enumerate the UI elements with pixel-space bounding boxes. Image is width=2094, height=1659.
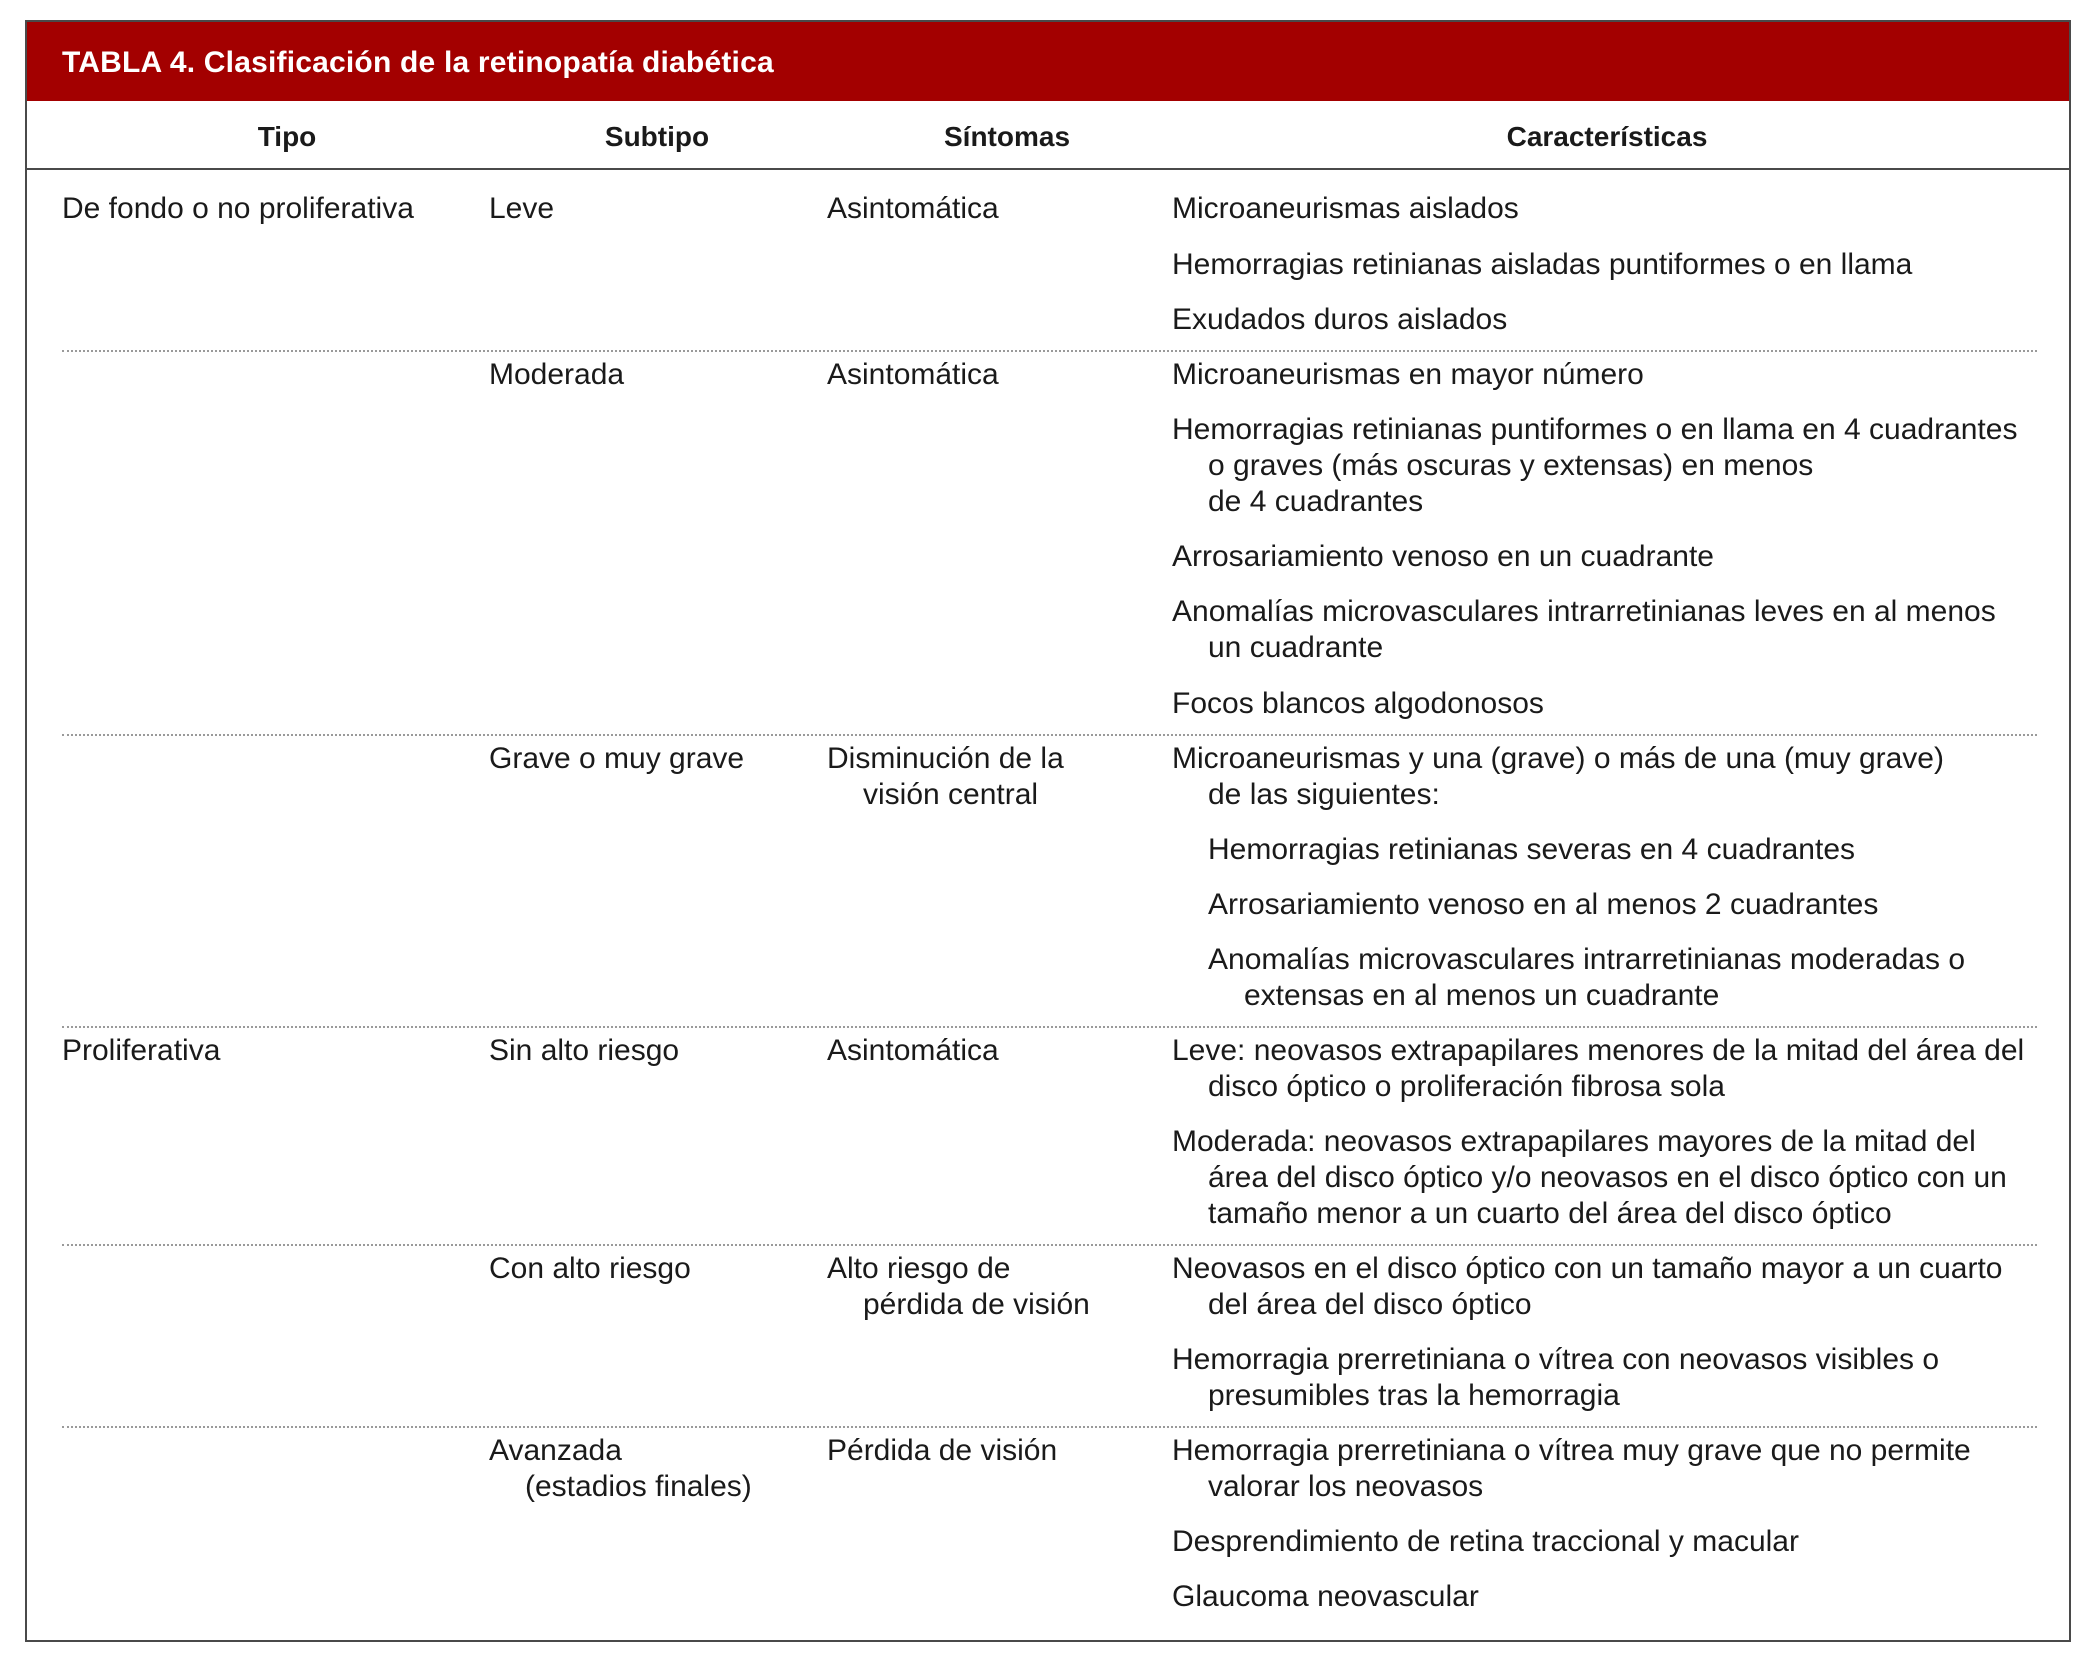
characteristic-item: Moderada: neovasos extrapapilares mayores de la mitad del — [1172, 1125, 1976, 1158]
characteristic-item: Microaneurismas y una (grave) o más de una (muy grave) — [1172, 742, 1944, 775]
characteristic-subitem: Anomalías microvasculares intrarretinianas moderadas o — [1208, 943, 1966, 976]
characteristic-item: Hemorragia prerretiniana o vítrea muy grave que no permite — [1172, 1434, 1971, 1467]
characteristic-item: Hemorragia prerretiniana o vítrea con neovasos visibles o — [1172, 1343, 1940, 1376]
row-divider — [62, 350, 2037, 352]
table-title: TABLA 4. Clasificación de la retinopatía diabética — [62, 46, 774, 79]
characteristic-item-continuation: valorar los neovasos — [1208, 1470, 1484, 1503]
characteristic-item-continuation: disco óptico o proliferación fibrosa sola — [1208, 1070, 1725, 1103]
characteristic-item: Glaucoma neovascular — [1172, 1580, 1479, 1613]
characteristic-item: Desprendimiento de retina traccional y macular — [1172, 1525, 1799, 1558]
row-subtipo-continuation: (estadios finales) — [525, 1470, 752, 1503]
row-tipo: Proliferativa — [62, 1034, 221, 1067]
row-divider — [62, 734, 2037, 736]
characteristic-item-continuation: del área del disco óptico — [1208, 1288, 1532, 1321]
row-subtipo: Grave o muy grave — [489, 742, 745, 775]
characteristic-item: Microaneurismas aislados — [1172, 192, 1519, 225]
row-sintomas: Pérdida de visión — [827, 1434, 1058, 1467]
characteristic-item-continuation: presumibles tras la hemorragia — [1208, 1379, 1620, 1412]
row-divider — [62, 1244, 2037, 1246]
header-sintomas: Síntomas — [943, 121, 1071, 152]
characteristic-item: Neovasos en el disco óptico con un tamaño mayor a un cuarto — [1172, 1252, 2003, 1285]
characteristic-item-continuation: de las siguientes: — [1208, 778, 1440, 811]
characteristic-item-continuation: o graves (más oscuras y extensas) en menos — [1208, 449, 1814, 482]
header-subtipo: Subtipo — [604, 121, 710, 152]
characteristic-item: Hemorragias retinianas puntiformes o en llama en 4 cuadrantes — [1172, 413, 2018, 446]
row-divider — [62, 1026, 2037, 1028]
row-tipo: De fondo o no proliferativa — [62, 192, 414, 225]
characteristic-item: Anomalías microvasculares intrarretinianas leves en al menos — [1172, 595, 1996, 628]
row-subtipo: Con alto riesgo — [489, 1252, 691, 1285]
row-sintomas: Asintomática — [827, 192, 999, 225]
characteristic-item-continuation: área del disco óptico y/o neovasos en el disco óptico con un — [1208, 1161, 2007, 1194]
row-sintomas-continuation: pérdida de visión — [863, 1288, 1090, 1321]
characteristic-item: Arrosariamiento venoso en un cuadrante — [1172, 540, 1714, 573]
characteristic-item-continuation: tamaño menor a un cuarto del área del disco óptico — [1208, 1197, 1892, 1230]
row-sintomas: Asintomática — [827, 1034, 999, 1067]
characteristic-subitem-continuation: extensas en al menos un cuadrante — [1244, 979, 1720, 1012]
characteristic-item-continuation: un cuadrante — [1208, 631, 1384, 664]
header-caracteristicas: Características — [1506, 121, 1708, 152]
table-header-row — [27, 101, 2069, 170]
characteristic-item: Focos blancos algodonosos — [1172, 687, 1544, 720]
table-title-bar — [27, 22, 2069, 101]
characteristic-item: Leve: neovasos extrapapilares menores de la mitad del área del — [1172, 1034, 2025, 1067]
row-sintomas: Disminución de la — [827, 742, 1064, 775]
header-tipo: Tipo — [257, 121, 317, 152]
characteristic-subitem: Hemorragias retinianas severas en 4 cuadrantes — [1208, 833, 1856, 866]
row-divider — [62, 1426, 2037, 1428]
characteristic-subitem: Arrosariamiento venoso en al menos 2 cuadrantes — [1208, 888, 1879, 921]
characteristic-item: Exudados duros aislados — [1172, 303, 1508, 336]
row-subtipo: Avanzada — [489, 1434, 622, 1467]
characteristic-item-continuation: de 4 cuadrantes — [1208, 485, 1424, 518]
row-sintomas-continuation: visión central — [863, 778, 1039, 811]
characteristic-item: Hemorragias retinianas aisladas puntiformes o en llama — [1172, 248, 1913, 281]
table-frame — [25, 20, 2071, 1642]
row-subtipo: Moderada — [489, 358, 625, 391]
row-subtipo: Sin alto riesgo — [489, 1034, 680, 1067]
row-sintomas: Alto riesgo de — [827, 1252, 1011, 1285]
characteristic-item: Microaneurismas en mayor número — [1172, 358, 1644, 391]
row-sintomas: Asintomática — [827, 358, 999, 391]
row-subtipo: Leve — [489, 192, 555, 225]
